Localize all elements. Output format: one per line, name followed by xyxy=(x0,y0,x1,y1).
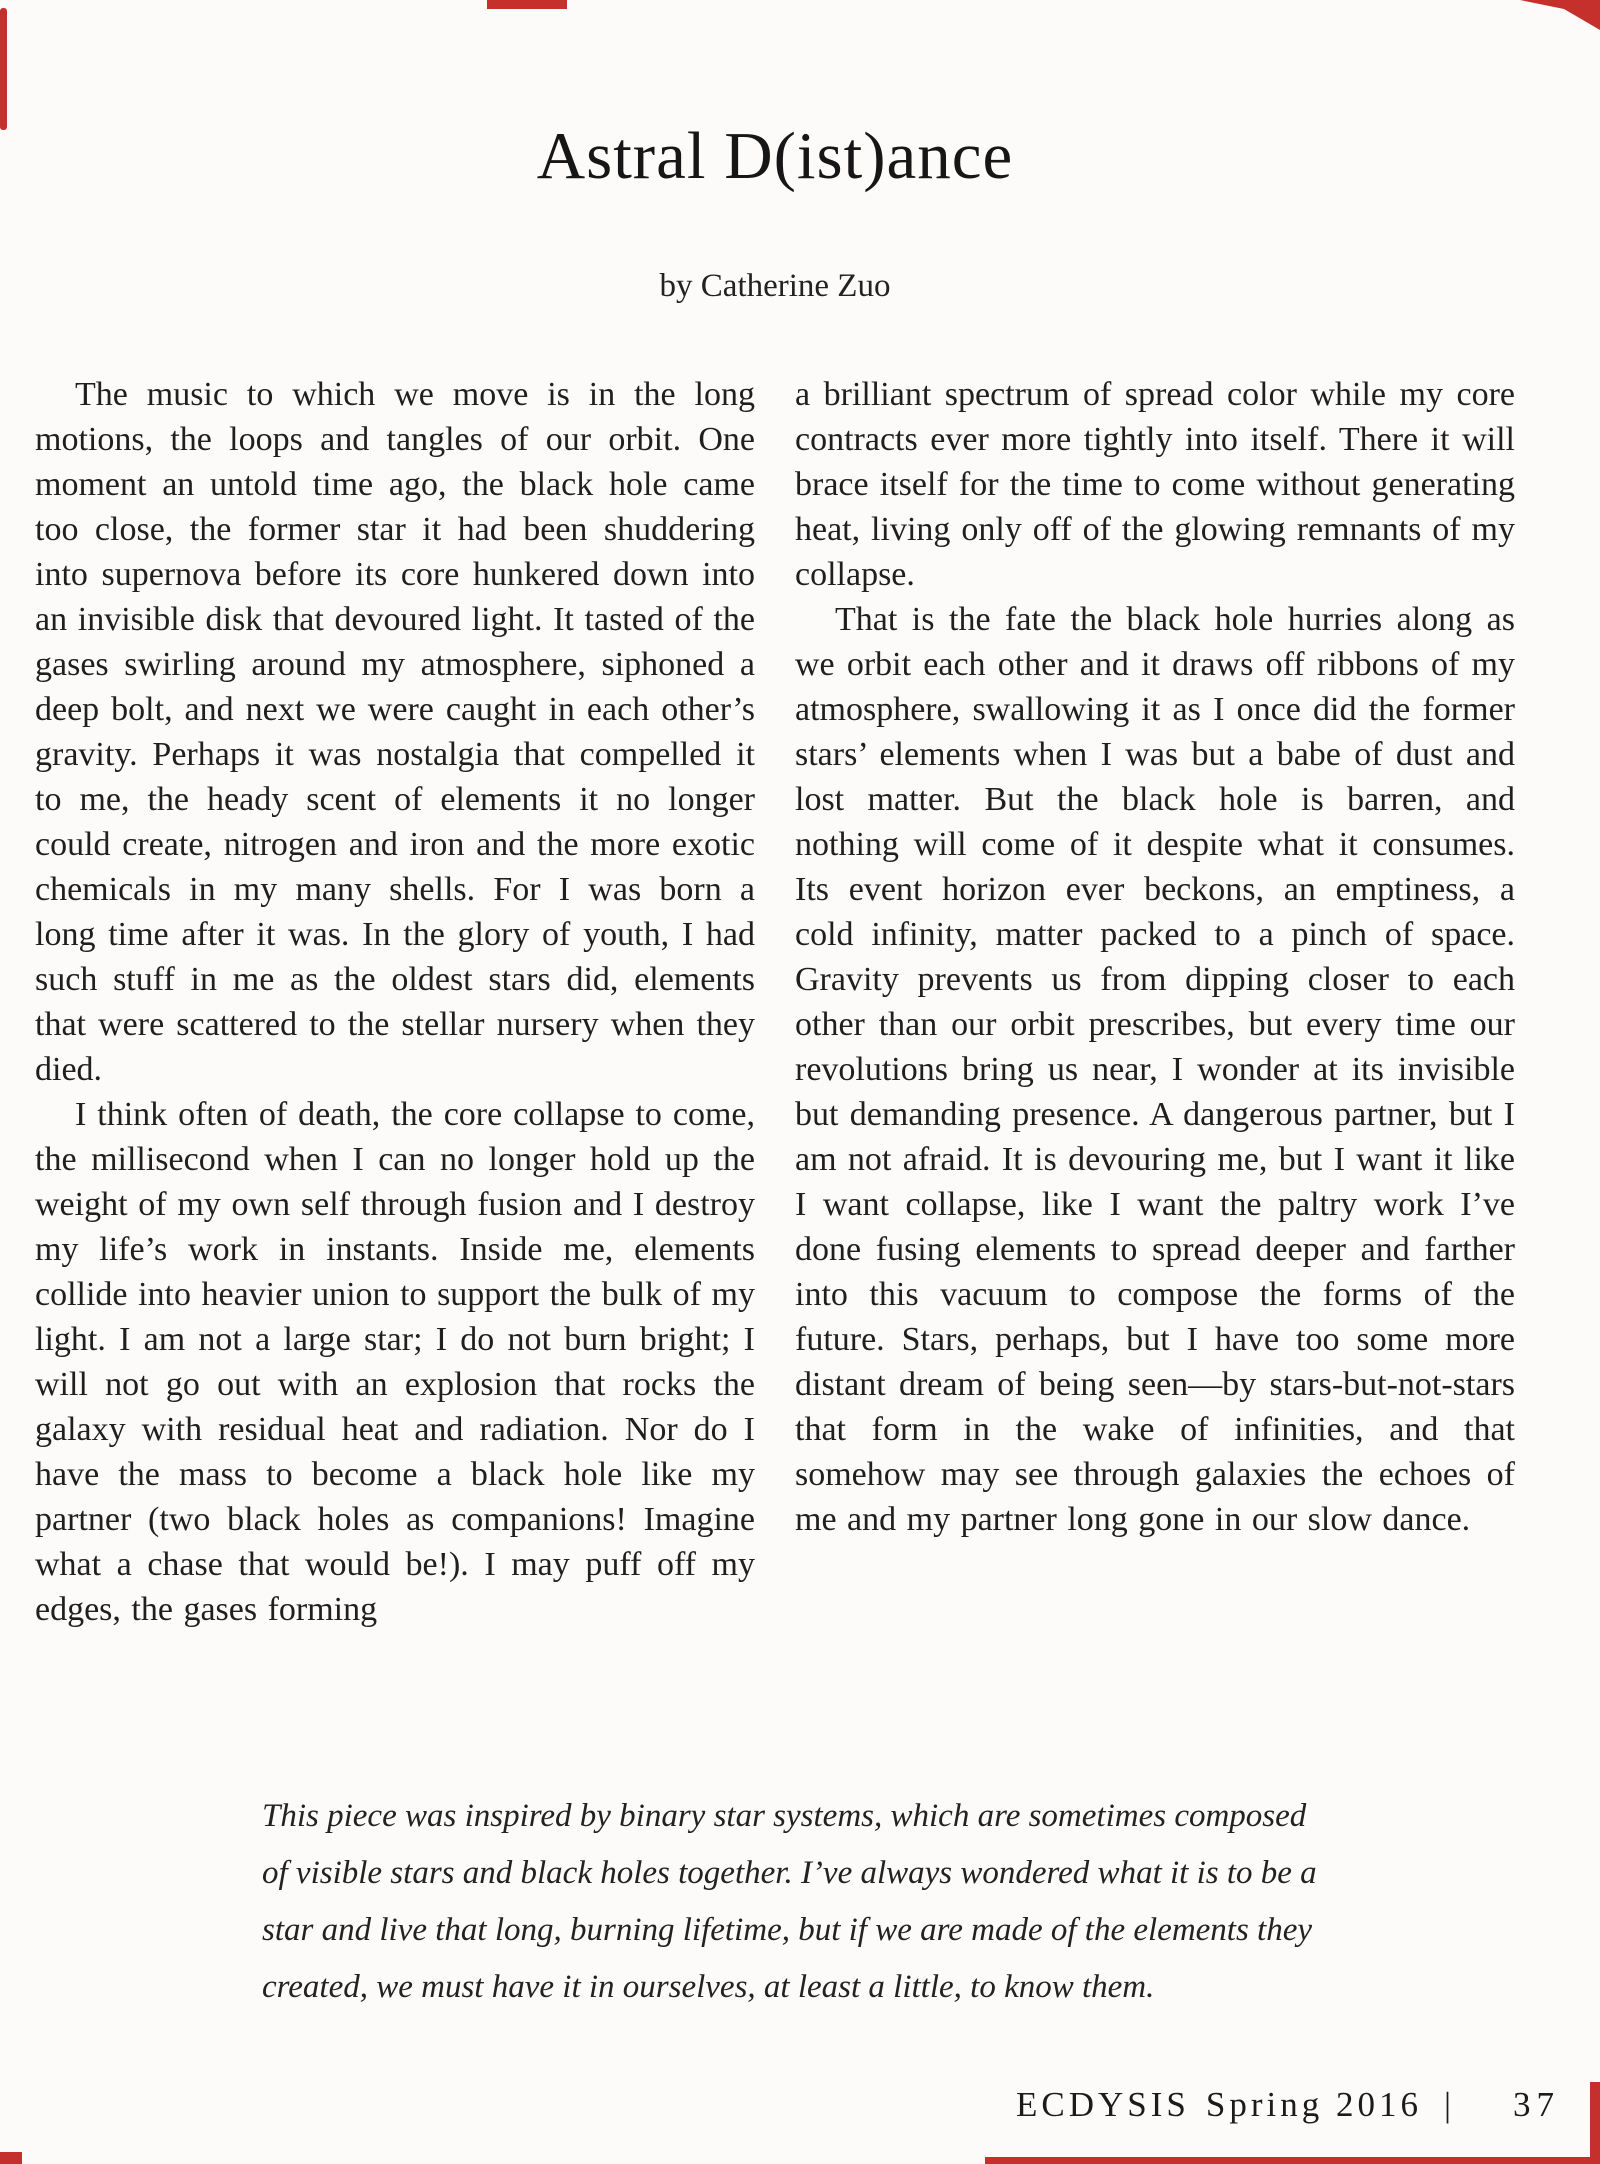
body-paragraph: That is the fate the black hole hurries along as we orbit each other and it draws off ribbons of my atmosphere, swallowing it as I once did the former stars’ elements when I was but a babe of dust and lost matter. But the black hole is barren, and nothing will come of it despite what it consumes. Its event horizon ever beckons, an emptiness, a cold infinity, matter packed to a pinch of space. Gravity prevents us from dipping closer to each other than our orbit prescribes, but every time our revolutions bring us near, I wonder at its invisible but demanding presence. A dangerous partner, but I am not afraid. It is devouring me, but I want it like I want collapse, like I want the paltry work I’ve done fusing elements to spread deeper and farther into this vacuum to compose the forms of the future. Stars, perhaps, but I have too some more distant dream of being seen—by stars-but-not-stars that form in the wake of infinities, and that somehow may see through galaxies the echoes of me and my partner long gone in our slow dance. xyxy=(795,601,1515,1538)
right-column xyxy=(795,372,1515,1632)
journal-name: ECDYSIS xyxy=(1016,2085,1190,2124)
article-body xyxy=(35,372,1515,1632)
page-title: Astral D(ist)ance xyxy=(536,119,1014,193)
scan-artifact-right-bottom xyxy=(1590,2082,1600,2164)
scan-artifact-top-center xyxy=(487,0,567,9)
byline: by Catherine Zuo xyxy=(659,268,891,304)
scan-artifact-bottom-left xyxy=(0,2152,22,2164)
page-footer xyxy=(1016,2085,1560,2125)
scan-artifact-bottom-right xyxy=(985,2157,1600,2164)
author-note: This piece was inspired by binary star systems, which are sometimes composed of visible stars and black holes together. I’ve always wondered what it is to be a star and live that long, burning lifetime, but if we are made of the elements they created, we must have it in ourselves, at least a little, to know them. xyxy=(262,1798,1317,2005)
issue-label: Spring 2016 xyxy=(1205,2085,1422,2124)
left-column xyxy=(35,372,755,1632)
body-paragraph: The music to which we move is in the long motions, the loops and tangles of our orbit. One moment an untold time ago, the black hole came too close, the former star it had been shuddering into supernova before its core hunkered down into an invisible disk that devoured light. It tasted of the gases swirling around my atmosphere, siphoned a deep bolt, and next we were caught in each other’s gravity. Perhaps it was nostalgia that compelled it to me, the heady scent of elements it no longer could create, nitrogen and iron and the more exotic chemicals in my many shells. For I was born a long time after it was. In the glory of youth, I had such stuff in me as the oldest stars did, elements that were scattered to the stellar nursery when they died. xyxy=(35,376,755,1088)
page-number: 37 xyxy=(1513,2085,1560,2124)
scan-artifact-left-top xyxy=(0,8,7,130)
body-paragraph: a brilliant spectrum of spread color while my core contracts ever more tightly into itself. There it will brace itself for the time to come without generating heat, living only off of the glowing remnants of my collapse. xyxy=(795,376,1515,593)
footer-separator: | xyxy=(1443,2085,1455,2124)
body-paragraph: I think often of death, the core collapse to come, the millisecond when I can no longer hold up the weight of my own self through fusion and I destroy my life’s work in instants. Inside me, elements collide into heavier union to support the bulk of my light. I am not a large star; I do not burn bright; I will not go out with an explosion that rocks the galaxy with residual heat and radiation. Nor do I have the mass to become a black hole like my partner (two black holes as companions! Imagine what a chase that would be!). I may puff off my edges, the gases forming xyxy=(35,1096,755,1628)
scan-artifact-top-right xyxy=(1520,0,1600,30)
